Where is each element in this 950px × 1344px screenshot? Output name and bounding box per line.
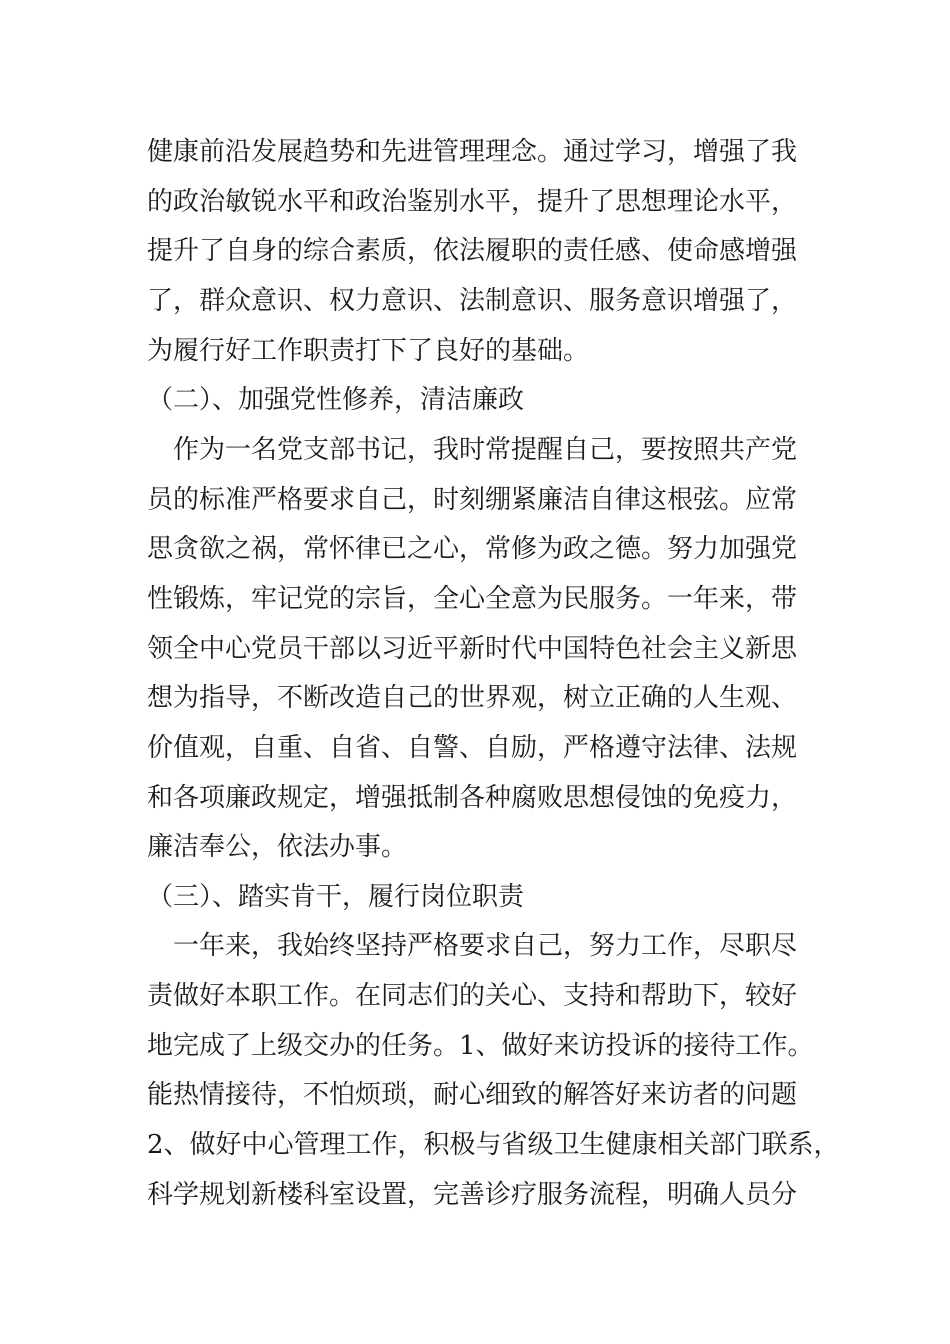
body-text-line: 能热情接待，不怕烦琐，耐心细致的解答好来访者的问题 <box>147 1080 798 1110</box>
section-heading: （二）、加强党性修养，清洁廉政 <box>147 385 525 415</box>
body-text-line: 了，群众意识、权力意识、法制意识、服务意识增强了， <box>147 286 798 316</box>
body-text-line: 提升了自身的综合素质，依法履职的责任感、使命感增强 <box>147 236 798 266</box>
body-text-line: 责做好本职工作。在同志们的关心、支持和帮助下，较好 <box>147 981 798 1011</box>
body-text-line: 地完成了上级交办的任务。1、做好来访投诉的接待工作。 <box>147 1031 814 1061</box>
section-heading: （三）、踏实肯干，履行岗位职责 <box>147 882 525 912</box>
body-text-line: 领全中心党员干部以习近平新时代中国特色社会主义新思 <box>147 634 798 664</box>
body-text-line: 员的标准严格要求自己，时刻绷紧廉洁自律这根弦。应常 <box>147 485 798 515</box>
body-text-line: 性锻炼，牢记党的宗旨，全心全意为民服务。一年来，带 <box>147 584 798 614</box>
body-text-line: 想为指导，不断改造自己的世界观，树立正确的人生观、 <box>147 683 798 713</box>
paragraph-first-line: 作为一名党支部书记，我时常提醒自己，要按照共产党 <box>173 435 798 465</box>
paragraph-first-line: 一年来，我始终坚持严格要求自己，努力工作，尽职尽 <box>173 931 798 961</box>
body-text-line: 健康前沿发展趋势和先进管理理念。通过学习，增强了我 <box>147 137 798 167</box>
body-text-line: 为履行好工作职责打下了良好的基础。 <box>147 336 590 366</box>
body-text-line: 价值观，自重、自省、自警、自励，严格遵守法律、法规 <box>147 733 798 763</box>
body-text-line: 廉洁奉公，依法办事。 <box>147 832 408 862</box>
body-text-line: 2、做好中心管理工作，积极与省级卫生健康相关部门联系， <box>147 1130 840 1160</box>
body-text-line: 和各项廉政规定，增强抵制各种腐败思想侵蚀的免疫力， <box>147 783 798 813</box>
body-text-line: 思贪欲之祸，常怀律已之心，常修为政之德。努力加强党 <box>147 534 798 564</box>
body-text-line: 科学规划新楼科室设置，完善诊疗服务流程，明确人员分 <box>147 1180 798 1210</box>
body-text-line: 的政治敏锐水平和政治鉴别水平，提升了思想理论水平， <box>147 187 798 217</box>
